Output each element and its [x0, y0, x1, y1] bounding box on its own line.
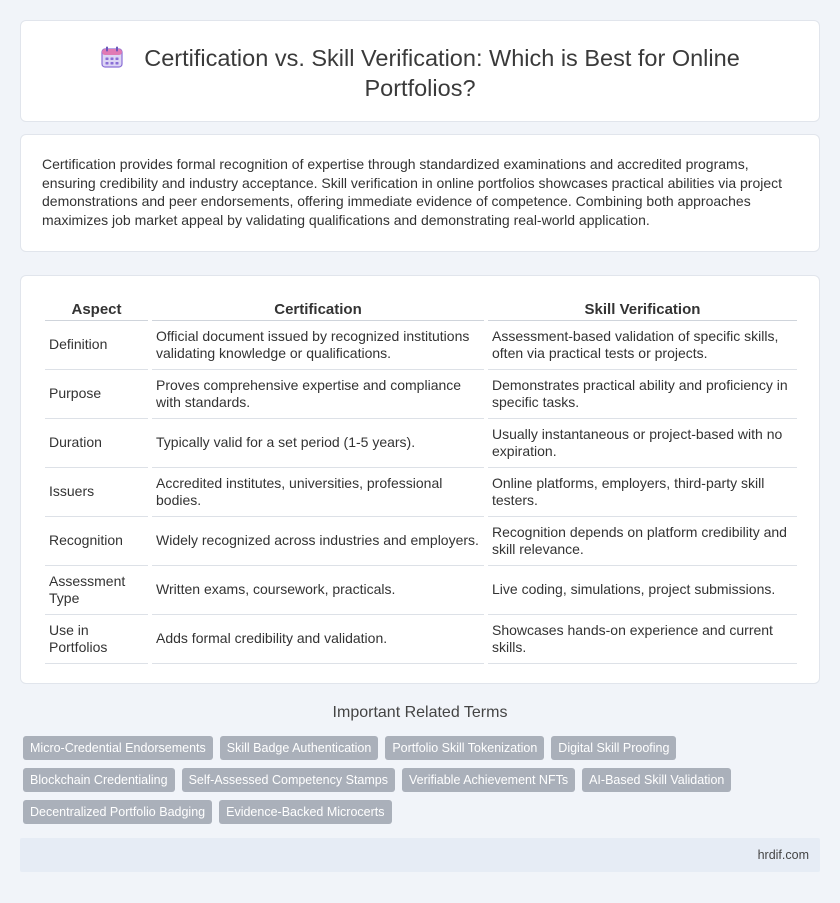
- header-aspect: Aspect: [45, 295, 148, 321]
- row-skill-verification: Demonstrates practical ability and proficiency in specific tasks.: [488, 370, 797, 419]
- related-term-tag[interactable]: Blockchain Credentialing: [23, 768, 175, 792]
- row-aspect: Assessment Type: [45, 566, 148, 615]
- related-term-tag[interactable]: Micro-Credential Endorsements: [23, 736, 213, 760]
- table-row: [45, 370, 797, 419]
- related-terms-title: Important Related Terms: [332, 704, 508, 721]
- table-row: [45, 419, 797, 468]
- summary-text: Certification provides formal recognition of expertise through standardized examinations and accredited programs, ensuring credibility and industry acceptance. Skill verification in online portfolios showcases practical abilities via project demonstrations and peer endorsements, offering immediate evidence of competence. Combining both approaches maximizes job market appeal by validating qualifications and demonstrating real-world application.: [42, 156, 783, 228]
- row-aspect: Use in Portfolios: [45, 615, 148, 664]
- row-skill-verification: Showcases hands-on experience and current skills.: [488, 615, 797, 664]
- table-header-row: [45, 295, 797, 321]
- table-row: [45, 566, 797, 615]
- footer-site[interactable]: hrdif.com: [757, 848, 809, 862]
- related-term-tag[interactable]: Evidence-Backed Microcerts: [219, 800, 391, 824]
- footer-bar: [20, 838, 820, 872]
- summary-card: [20, 134, 820, 252]
- header-certification: Certification: [152, 295, 484, 321]
- related-term-tag[interactable]: Self-Assessed Competency Stamps: [182, 768, 395, 792]
- row-certification: Typically valid for a set period (1-5 years).: [152, 419, 484, 468]
- related-terms-tags: [23, 736, 823, 824]
- related-term-tag[interactable]: Verifiable Achievement NFTs: [402, 768, 575, 792]
- row-certification: Adds formal credibility and validation.: [152, 615, 484, 664]
- comparison-table-card: [20, 275, 820, 684]
- row-aspect: Definition: [45, 321, 148, 370]
- table-row: [45, 321, 797, 370]
- row-certification: Widely recognized across industries and employers.: [152, 517, 484, 566]
- table-row: [45, 615, 797, 664]
- row-aspect: Issuers: [45, 468, 148, 517]
- row-skill-verification: Usually instantaneous or project-based with no expiration.: [488, 419, 797, 468]
- table-row: [45, 468, 797, 517]
- row-aspect: Duration: [45, 419, 148, 468]
- row-certification: Proves comprehensive expertise and compliance with standards.: [152, 370, 484, 419]
- row-skill-verification: Live coding, simulations, project submissions.: [488, 566, 797, 615]
- related-term-tag[interactable]: AI-Based Skill Validation: [582, 768, 731, 792]
- row-skill-verification: Online platforms, employers, third-party skill testers.: [488, 468, 797, 517]
- related-term-tag[interactable]: Skill Badge Authentication: [220, 736, 379, 760]
- related-term-tag[interactable]: Decentralized Portfolio Badging: [23, 800, 212, 824]
- calendar-icon: [100, 45, 124, 69]
- row-certification: Official document issued by recognized institutions validating knowledge or qualifications.: [152, 321, 484, 370]
- row-aspect: Purpose: [45, 370, 148, 419]
- page-title: Certification vs. Skill Verification: Which is Best for Online Portfolios?: [144, 45, 740, 101]
- related-term-tag[interactable]: Digital Skill Proofing: [551, 736, 676, 760]
- row-skill-verification: Recognition depends on platform credibility and skill relevance.: [488, 517, 797, 566]
- related-term-tag[interactable]: Portfolio Skill Tokenization: [385, 736, 544, 760]
- row-aspect: Recognition: [45, 517, 148, 566]
- row-certification: Accredited institutes, universities, professional bodies.: [152, 468, 484, 517]
- header-skill-verification: Skill Verification: [488, 295, 797, 321]
- comparison-table: [41, 295, 801, 664]
- page-title-row: [21, 43, 819, 103]
- title-card: [20, 20, 820, 122]
- row-certification: Written exams, coursework, practicals.: [152, 566, 484, 615]
- table-row: [45, 517, 797, 566]
- row-skill-verification: Assessment-based validation of specific skills, often via practical tests or projects.: [488, 321, 797, 370]
